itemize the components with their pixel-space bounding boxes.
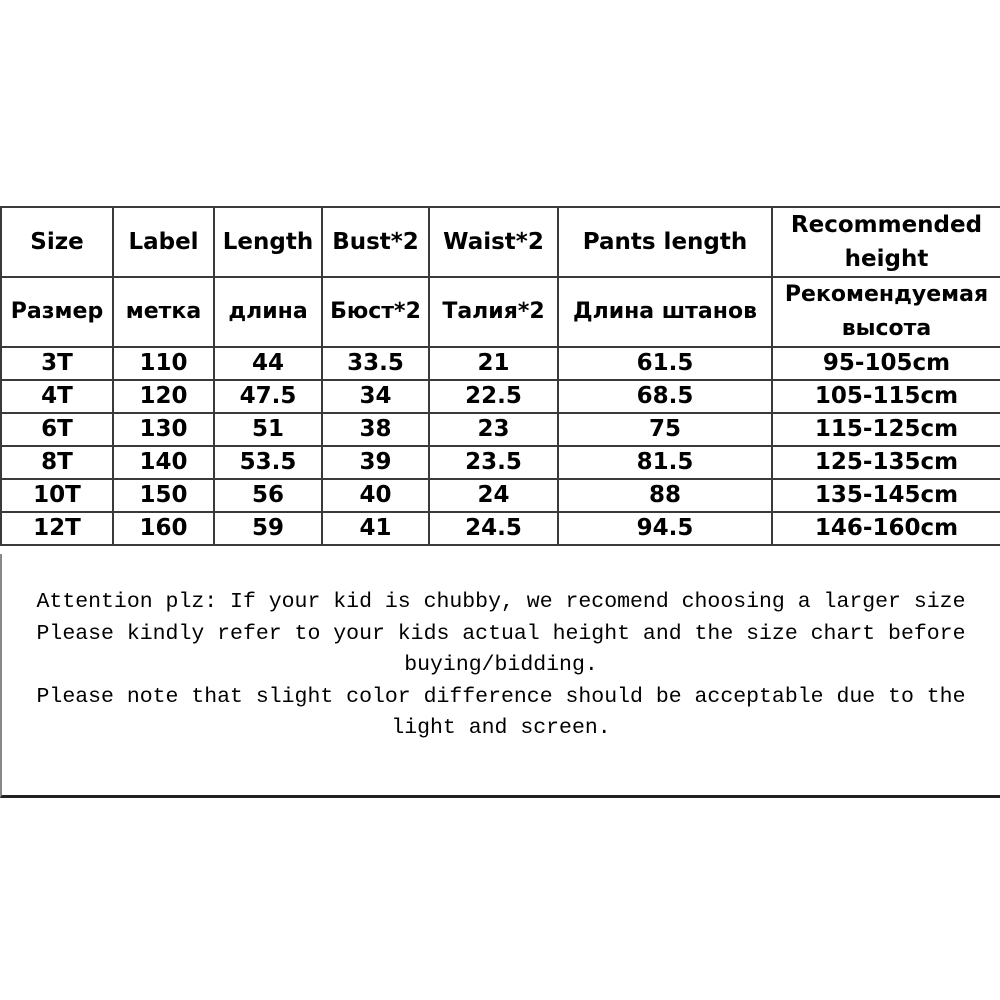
cell-pants-length: 88	[558, 479, 772, 512]
header-length: Length	[214, 207, 322, 277]
header-pants-length-ru: Длина штанов	[558, 277, 772, 347]
header-pants-length: Pants length	[558, 207, 772, 277]
cell-length: 51	[214, 413, 322, 446]
cell-length: 56	[214, 479, 322, 512]
table-row	[1, 479, 1000, 512]
cell-height: 135-145cm	[772, 479, 1000, 512]
header-label: Label	[113, 207, 214, 277]
cell-bust: 41	[322, 512, 429, 545]
table-row	[1, 347, 1000, 380]
header-label-ru: метка	[113, 277, 214, 347]
cell-waist: 23	[429, 413, 558, 446]
cell-height: 115-125cm	[772, 413, 1000, 446]
header-bust-ru: Бюст*2	[322, 277, 429, 347]
header-row-english	[1, 207, 1000, 277]
header-length-ru: длина	[214, 277, 322, 347]
table-row	[1, 380, 1000, 413]
cell-size: 4T	[1, 380, 113, 413]
cell-label: 110	[113, 347, 214, 380]
cell-size: 8T	[1, 446, 113, 479]
cell-pants-length: 75	[558, 413, 772, 446]
cell-waist: 23.5	[429, 446, 558, 479]
note-refer-height: Please kindly refer to your kids actual height and the size chart before buying/bidding.	[36, 621, 966, 677]
table-row	[1, 446, 1000, 479]
cell-waist: 24.5	[429, 512, 558, 545]
header-bust: Bust*2	[322, 207, 429, 277]
cell-height: 95-105cm	[772, 347, 1000, 380]
cell-length: 47.5	[214, 380, 322, 413]
cell-length: 44	[214, 347, 322, 380]
cell-pants-length: 94.5	[558, 512, 772, 545]
table-row	[1, 512, 1000, 545]
notes-box	[0, 554, 1000, 798]
header-size: Size	[1, 207, 113, 277]
cell-size: 12T	[1, 512, 113, 545]
table-row	[1, 413, 1000, 446]
cell-bust: 38	[322, 413, 429, 446]
cell-label: 130	[113, 413, 214, 446]
cell-bust: 34	[322, 380, 429, 413]
header-waist: Waist*2	[429, 207, 558, 277]
cell-waist: 21	[429, 347, 558, 380]
cell-label: 150	[113, 479, 214, 512]
cell-pants-length: 61.5	[558, 347, 772, 380]
note-chubby: Attention plz: If your kid is chubby, we recomend choosing a larger size	[36, 590, 966, 614]
cell-pants-length: 68.5	[558, 380, 772, 413]
cell-label: 120	[113, 380, 214, 413]
header-size-ru: Размер	[1, 277, 113, 347]
cell-size: 10T	[1, 479, 113, 512]
size-chart	[0, 206, 1000, 546]
header-recommended-height-ru: Рекомендуемая высота	[772, 277, 1000, 347]
cell-waist: 22.5	[429, 380, 558, 413]
cell-label: 140	[113, 446, 214, 479]
cell-bust: 39	[322, 446, 429, 479]
note-color-difference: Please note that slight color difference should be acceptable due to the light and screen.	[36, 684, 966, 740]
header-recommended-height: Recommended height	[772, 207, 1000, 277]
cell-waist: 24	[429, 479, 558, 512]
header-waist-ru: Талия*2	[429, 277, 558, 347]
header-row-russian	[1, 277, 1000, 347]
cell-length: 59	[214, 512, 322, 545]
cell-length: 53.5	[214, 446, 322, 479]
size-table	[0, 206, 1000, 546]
cell-height: 146-160cm	[772, 512, 1000, 545]
cell-size: 3T	[1, 347, 113, 380]
cell-height: 105-115cm	[772, 380, 1000, 413]
cell-size: 6T	[1, 413, 113, 446]
cell-label: 160	[113, 512, 214, 545]
cell-bust: 33.5	[322, 347, 429, 380]
cell-pants-length: 81.5	[558, 446, 772, 479]
cell-bust: 40	[322, 479, 429, 512]
cell-height: 125-135cm	[772, 446, 1000, 479]
